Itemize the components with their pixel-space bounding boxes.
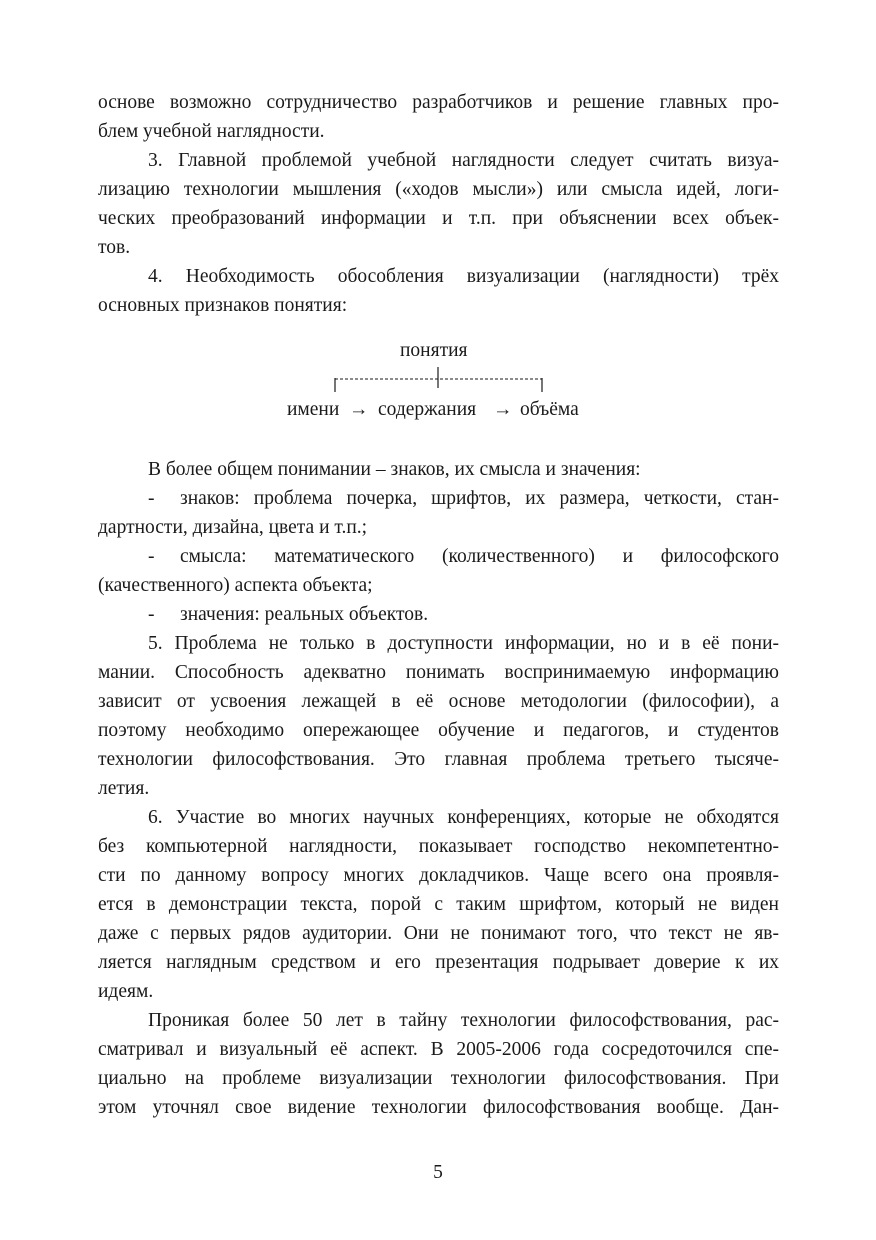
text-line: основе возможно сотрудничество разработчиков и решение главных про- — [98, 92, 779, 113]
list-dash: - — [148, 546, 155, 567]
list-item-text: значения: реальных объектов. — [180, 604, 429, 625]
text-line: даже с первых рядов аудитории. Они не понимают того, что текст не яв- — [98, 923, 779, 944]
diagram-child-name: имени — [287, 399, 340, 420]
text-line: (качественного) аспекта объекта; — [98, 575, 373, 596]
list-item — [148, 484, 779, 513]
diagram-arrow-2: → — [493, 399, 513, 420]
text-line: дартности, дизайна, цвета и т.п.; — [98, 517, 368, 538]
list-item — [148, 600, 779, 629]
list-item-text: смысла: математического (количественного) и философского — [180, 546, 779, 567]
diagram-child-content: содержания — [378, 399, 477, 420]
text-line: сматривал и визуальный её аспект. В 2005-2006 года сосредоточился спе- — [98, 1039, 779, 1060]
list-dash: - — [148, 488, 155, 509]
text-line: 5. Проблема не только в доступности информации, но и в её пони- — [148, 633, 779, 654]
text-line: тов. — [98, 237, 131, 258]
text-line: этом уточнял свое видение технологии философствования вообще. Дан- — [98, 1097, 779, 1118]
text-line: ется в демонстрации текста, порой с таким шрифтом, который не виден — [98, 894, 779, 915]
text-line: летия. — [98, 778, 150, 799]
text-line: поэтому необходимо опережающее обучение и педагогов, и студентов — [98, 720, 779, 741]
text-line: В более общем понимании – знаков, их смысла и значения: — [148, 459, 641, 480]
text-line: сти по данному вопросу многих докладчиков. Чаще всего она проявля- — [98, 865, 779, 886]
text-line: 4. Необходимость обособления визуализации (наглядности) трёх — [148, 266, 779, 287]
text-line: ляется наглядным средством и его презентация подрывает доверие к их — [98, 952, 779, 973]
text-line: блем учебной наглядности. — [98, 121, 325, 142]
text-line: лизацию технологии мышления («ходов мысли») или смысла идей, логи- — [98, 179, 779, 200]
text-line: мании. Способность адекватно понимать воспринимаемую информацию — [98, 662, 779, 683]
diagram-arrow-1: → — [349, 399, 369, 420]
text-line: 6. Участие во многих научных конференциях, которые не обходятся — [148, 807, 779, 828]
text-line: основных признаков понятия: — [98, 295, 348, 316]
text-line: ческих преобразований информации и т.п. при объяснении всех объек- — [98, 208, 779, 229]
text-line: идеям. — [98, 981, 154, 1002]
text-line: 3. Главной проблемой учебной наглядности следует считать визуа- — [148, 150, 779, 171]
text-line: без компьютерной наглядности, показывает господство некомпетентно- — [98, 836, 779, 857]
list-dash: - — [148, 604, 155, 625]
text-line: зависит от усвоения лежащей в её основе методологии (философии), а — [98, 691, 779, 712]
text-line: Проникая более 50 лет в тайну технологии философствования, рас- — [148, 1010, 779, 1031]
text-line: циально на проблеме визуализации технологии философствования. При — [98, 1068, 779, 1089]
page-number: 5 — [433, 1162, 443, 1183]
diagram-child-volume: объёма — [520, 399, 579, 420]
list-item — [148, 542, 779, 571]
text-line: технологии философствования. Это главная проблема третьего тысяче- — [98, 749, 779, 770]
list-item-text: знаков: проблема почерка, шрифтов, их размера, четкости, стан- — [180, 488, 779, 509]
diagram-root-label: понятия — [400, 340, 468, 361]
